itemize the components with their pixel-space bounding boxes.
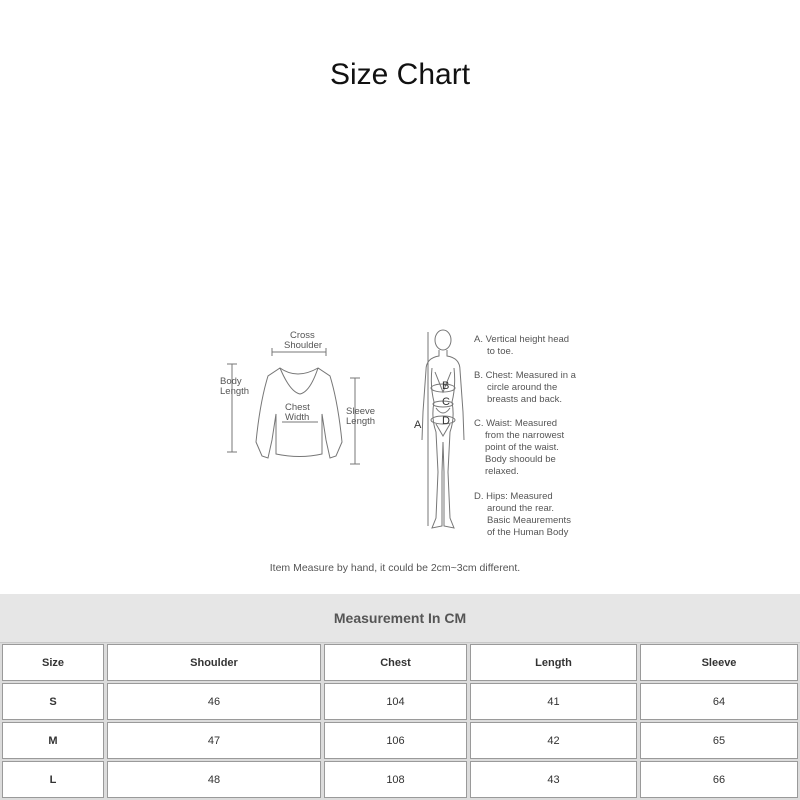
table-title: Measurement In CM	[0, 594, 800, 643]
sleeve-length-label-2: Length	[346, 416, 376, 427]
instruction-c-line-1: C. Waist: Measured	[474, 418, 558, 429]
table-cell-size: L	[2, 761, 104, 798]
table-cell-shoulder: 48	[107, 761, 321, 798]
body-length-label-1: Body	[220, 376, 242, 387]
instruction-d-line-2: around the rear.	[487, 503, 555, 514]
table-cell-sleeve: 64	[640, 683, 798, 720]
measurement-note: Item Measure by hand, it could be 2cm~3cm different.	[269, 562, 521, 574]
table-cell-chest: 106	[324, 722, 467, 759]
instruction-b-line-1: B. Chest: Measured in a	[474, 370, 576, 381]
chest-width-label-2: Width	[285, 412, 310, 423]
instruction-d-line-1: D. Hips: Measured	[474, 491, 553, 502]
table-header-size: Size	[2, 644, 104, 681]
instruction-c-line-5: relaxed.	[485, 466, 519, 477]
table-cell-shoulder: 47	[107, 722, 321, 759]
size-table	[0, 594, 800, 800]
sleeve-length-label-1: Sleeve	[346, 406, 376, 417]
table-cell-length: 43	[470, 761, 637, 798]
cross-shoulder-label-2: Shoulder	[284, 340, 323, 351]
instruction-c-line-4: Body shoould be	[485, 454, 556, 465]
body-figure-illustration	[422, 330, 464, 528]
instruction-c-line-2: from the narrowest	[485, 430, 565, 441]
letter-b: B	[442, 380, 450, 392]
table-cell-shoulder: 46	[107, 683, 321, 720]
table-header-shoulder: Shoulder	[107, 644, 321, 681]
instruction-b-line-2: circle around the	[487, 382, 558, 393]
instruction-a-line-1: A. Vertical height head	[474, 334, 570, 345]
table-cell-chest: 104	[324, 683, 467, 720]
body-length-label-2: Length	[220, 386, 250, 397]
instruction-a-line-2: to toe.	[487, 346, 514, 357]
table-cell-chest: 108	[324, 761, 467, 798]
instruction-d-line-4: of the Human Body	[487, 527, 569, 538]
letter-d: D	[442, 415, 450, 427]
table-cell-length: 41	[470, 683, 637, 720]
table-header-length: Length	[470, 644, 637, 681]
cross-shoulder-label-1: Cross	[290, 330, 315, 341]
table-cell-sleeve: 66	[640, 761, 798, 798]
letter-c: C	[442, 396, 450, 408]
instruction-c-line-3: point of the waist.	[485, 442, 559, 453]
measurement-instructions	[474, 334, 577, 538]
table-cell-length: 42	[470, 722, 637, 759]
instruction-b-line-3: breasts and back.	[487, 394, 562, 405]
table-cell-size: S	[2, 683, 104, 720]
measurement-diagram	[200, 322, 600, 552]
table-header-chest: Chest	[324, 644, 467, 681]
table-cell-size: M	[2, 722, 104, 759]
table-cell-sleeve: 65	[640, 722, 798, 759]
instruction-d-line-3: Basic Meaurements	[487, 515, 571, 526]
letter-a: A	[414, 419, 422, 431]
page-title: Size Chart	[329, 58, 471, 91]
table-header-sleeve: Sleeve	[640, 644, 798, 681]
measurement-diagram-svg	[200, 322, 600, 552]
chest-width-label-1: Chest	[285, 402, 310, 413]
